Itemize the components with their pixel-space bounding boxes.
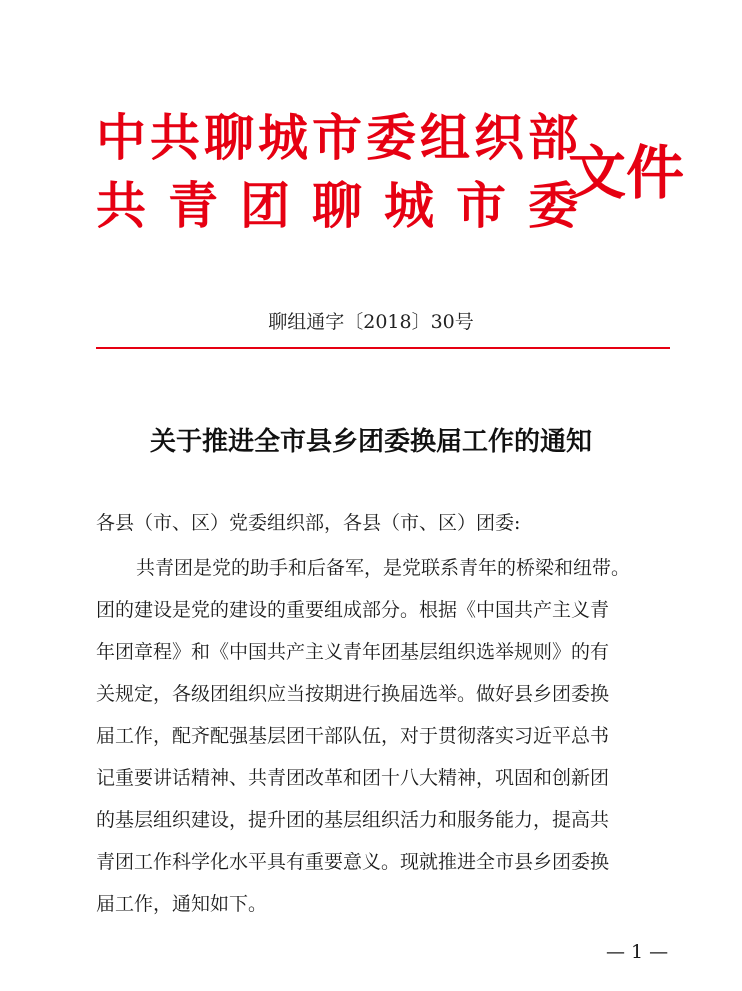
body-line: 共青团是党的助手和后备军，是党联系青年的桥梁和纽带。 [136,557,631,579]
issuer-line-2: 共青团聊城市委 [96,176,600,235]
document-header [96,108,686,238]
body-line: 年团章程》和《中国共产主义青年团基层组织选举规则》的有 [96,641,610,663]
body-line: 的基层组织建设，提升团的基层组织活力和服务能力，提高共 [96,809,610,831]
body-line: 关规定，各级团组织应当按期进行换届选举。做好县乡团委换 [96,683,610,705]
issuer-line-1: 中共聊城市委组织部 [96,108,582,167]
document-word: 文件 [568,139,685,207]
body-line: 届工作，通知如下。 [96,893,268,915]
body-line: 届工作，配齐配强基层团干部队伍，对于贯彻落实习近平总书 [96,725,610,747]
body-line: 记重要讲话精神、共青团改革和团十八大精神，巩固和创新团 [96,767,610,789]
salutation: 各县（市、区）党委组织部，各县（市、区）团委: [96,512,521,534]
body-line: 团的建设是党的建设的重要组成部分。根据《中国共产主义青 [96,599,610,621]
body-line: 青团工作科学化水平具有重要意义。现就推进全市县乡团委换 [96,851,610,873]
page-number: — 1 — [606,941,669,963]
document-number: 聊组通字〔2018〕30号 [268,311,474,333]
red-separator-line [96,347,670,349]
document-title: 关于推进全市县乡团委换届工作的通知 [149,427,592,457]
